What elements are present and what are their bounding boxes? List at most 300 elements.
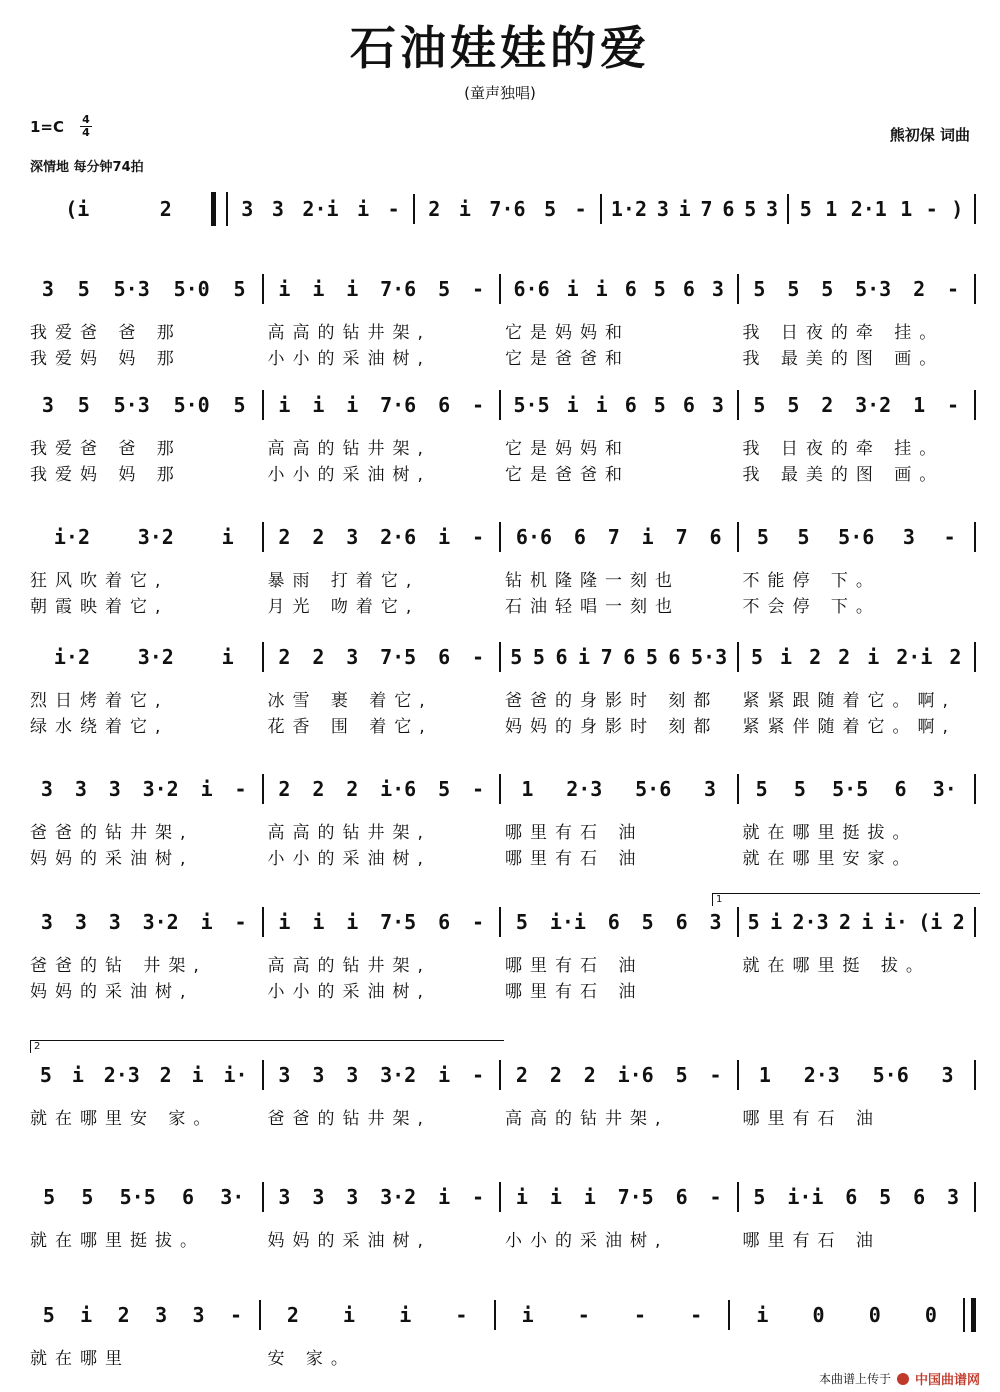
measure bbox=[26, 1298, 259, 1332]
note: 2·3 bbox=[566, 777, 603, 801]
notes-row bbox=[26, 192, 976, 226]
note: - bbox=[471, 910, 484, 934]
note: 5·3 bbox=[691, 645, 728, 669]
barline bbox=[974, 274, 976, 304]
note: 5 bbox=[756, 525, 769, 549]
note: 1 bbox=[521, 777, 534, 801]
note: 2 bbox=[583, 1063, 596, 1087]
note: i bbox=[678, 197, 691, 221]
note: i bbox=[191, 1063, 204, 1087]
note: 2·3 bbox=[103, 1063, 140, 1087]
site-logo-icon bbox=[897, 1373, 909, 1385]
lyric-segment: 安 家。 bbox=[267, 1349, 356, 1369]
lyric-segment: 我 日夜的牵 挂。 bbox=[742, 439, 945, 459]
lyric-line bbox=[26, 434, 976, 459]
note: 7·5 bbox=[380, 645, 417, 669]
lyric-segment: 紧紧伴随着它。啊, bbox=[742, 717, 956, 737]
note: 6 bbox=[624, 277, 637, 301]
note: i· bbox=[223, 1063, 248, 1087]
author-credit: 熊初保 词曲 bbox=[889, 126, 970, 144]
note: 7·6 bbox=[380, 277, 417, 301]
notes-row bbox=[26, 520, 976, 554]
note: 3·2 bbox=[380, 1185, 417, 1209]
footer-text: 本曲谱上传于 bbox=[818, 1372, 891, 1386]
lyric-segment: 它是爸爸和 bbox=[505, 349, 630, 369]
measure bbox=[26, 272, 262, 306]
note: i bbox=[278, 393, 291, 417]
note: 5 bbox=[753, 1185, 766, 1209]
measure bbox=[264, 772, 500, 806]
note: 3 bbox=[312, 1063, 325, 1087]
note: 6 bbox=[682, 393, 695, 417]
measure bbox=[264, 1058, 500, 1092]
lyric-segment: 绿水绕着它, bbox=[30, 717, 169, 737]
note: 5·6 bbox=[635, 777, 672, 801]
lyric-segment: 高高的钻井架, bbox=[267, 823, 431, 843]
lyric-segment: 不会停 下。 bbox=[742, 597, 881, 617]
note: 1 bbox=[900, 197, 913, 221]
note: 5 bbox=[645, 645, 658, 669]
note: 5 bbox=[42, 1303, 55, 1327]
note: 2 bbox=[428, 197, 441, 221]
lyric-line bbox=[26, 318, 976, 343]
notes-row bbox=[26, 272, 976, 306]
note: i bbox=[578, 645, 591, 669]
measure bbox=[228, 192, 413, 226]
note: i·6 bbox=[617, 1063, 654, 1087]
note: 6 bbox=[894, 777, 907, 801]
notes-row bbox=[26, 640, 976, 674]
lyric-segment: 小小的采油树, bbox=[267, 849, 431, 869]
barline bbox=[974, 1060, 976, 1090]
note: i bbox=[595, 277, 608, 301]
note: 3·2 bbox=[855, 393, 892, 417]
note: 3·2 bbox=[137, 645, 174, 669]
note: 2 bbox=[312, 525, 325, 549]
note: 5 bbox=[753, 393, 766, 417]
measure bbox=[739, 772, 975, 806]
lyric-segment: 钻机隆隆一刻也 bbox=[505, 571, 680, 591]
note: 3 bbox=[278, 1185, 291, 1209]
note: 7 bbox=[600, 645, 613, 669]
note: 6 bbox=[607, 910, 620, 934]
lyric-line bbox=[26, 592, 976, 617]
note: 2 bbox=[809, 645, 822, 669]
measure bbox=[496, 1298, 729, 1332]
measure bbox=[501, 905, 737, 939]
note: 3 bbox=[40, 910, 53, 934]
lyric-segment: 石油轻唱一刻也 bbox=[505, 597, 680, 617]
lyric-segment: 爸爸的身影时 刻都 bbox=[505, 691, 719, 711]
note: 7 bbox=[700, 197, 713, 221]
lyric-line bbox=[26, 344, 976, 369]
time-bottom: 4 bbox=[80, 126, 92, 139]
note: 2 bbox=[913, 277, 926, 301]
measure bbox=[739, 1058, 975, 1092]
note: i bbox=[278, 277, 291, 301]
volta-bracket: 1 bbox=[712, 893, 980, 906]
note: 3 bbox=[346, 1063, 359, 1087]
lyric-segment: 它是妈妈和 bbox=[505, 439, 630, 459]
note: 6 bbox=[438, 393, 451, 417]
note: 6 bbox=[682, 277, 695, 301]
note: - bbox=[925, 197, 938, 221]
lyric-segment: 冰雪 裹 着它, bbox=[267, 691, 433, 711]
measure bbox=[739, 1180, 975, 1214]
note: 3 bbox=[312, 1185, 325, 1209]
note: 7·6 bbox=[489, 197, 526, 221]
song-title: 石油娃娃的爱 bbox=[350, 21, 650, 75]
note: 2 bbox=[159, 1063, 172, 1087]
note: 6 bbox=[624, 393, 637, 417]
note: i bbox=[200, 777, 213, 801]
note: - bbox=[709, 1063, 722, 1087]
note: i bbox=[595, 393, 608, 417]
note: 3 bbox=[656, 197, 669, 221]
note: 5 bbox=[510, 645, 523, 669]
lyric-segment: 我爱妈 妈 那 bbox=[30, 349, 182, 369]
lyric-segment: 妈妈的身影时 刻都 bbox=[505, 717, 719, 737]
note: 5 bbox=[641, 910, 654, 934]
note: 5 bbox=[653, 277, 666, 301]
lyric-line bbox=[26, 818, 976, 843]
note: 3 bbox=[155, 1303, 168, 1327]
measure bbox=[26, 1180, 262, 1214]
lyric-segment: 就在哪里安 家。 bbox=[30, 1109, 219, 1129]
note: i·2 bbox=[53, 645, 90, 669]
lyric-segment: 小小的采油树, bbox=[267, 349, 431, 369]
note: 2·3 bbox=[803, 1063, 840, 1087]
note: - bbox=[471, 1063, 484, 1087]
lyric-segment: 哪里有石 油 bbox=[505, 982, 644, 1002]
note: 6 bbox=[668, 645, 681, 669]
lyric-segment: 哪里有石 油 bbox=[505, 956, 644, 976]
note: 5 bbox=[753, 277, 766, 301]
note: - bbox=[387, 197, 400, 221]
note: 5 bbox=[751, 645, 764, 669]
lyric-segment: 爸爸的钻 井架, bbox=[30, 956, 207, 976]
note: 3 bbox=[711, 277, 724, 301]
measure bbox=[739, 905, 975, 939]
lyric-segment: 哪里有石 油 bbox=[505, 849, 644, 869]
note: 2 bbox=[821, 393, 834, 417]
note: 3 bbox=[704, 777, 717, 801]
song-subtitle: (童声独唱) bbox=[464, 84, 536, 102]
note: 2 bbox=[312, 645, 325, 669]
lyric-segment: 小小的采油树, bbox=[267, 982, 431, 1002]
measure bbox=[26, 1058, 262, 1092]
lyric-line bbox=[26, 566, 976, 591]
lyric-line bbox=[26, 1344, 976, 1369]
note: 3· bbox=[220, 1185, 245, 1209]
note: 1·2 bbox=[610, 197, 648, 221]
note: 5 bbox=[653, 393, 666, 417]
note: 6 bbox=[709, 525, 722, 549]
note: 3·2 bbox=[142, 777, 179, 801]
note: 2 bbox=[346, 777, 359, 801]
measure bbox=[264, 1180, 500, 1214]
note: 6 bbox=[845, 1185, 858, 1209]
note: 5·3 bbox=[113, 277, 150, 301]
note: 1 bbox=[758, 1063, 771, 1087]
note: i bbox=[780, 645, 793, 669]
note: i bbox=[521, 1303, 534, 1327]
note: i bbox=[346, 393, 359, 417]
lyric-segment bbox=[739, 977, 977, 1002]
note: 2·i bbox=[896, 645, 933, 669]
note: 2 bbox=[159, 197, 172, 221]
measure bbox=[26, 192, 211, 226]
note: i bbox=[438, 1063, 451, 1087]
note: 5 bbox=[532, 645, 545, 669]
note: 3 bbox=[946, 1185, 959, 1209]
barline bbox=[963, 1298, 976, 1332]
lyric-line bbox=[26, 1226, 976, 1251]
lyric-segment: 哪里有石 油 bbox=[742, 1231, 881, 1251]
note: i bbox=[346, 910, 359, 934]
note: i·i bbox=[787, 1185, 824, 1209]
note: 5 bbox=[438, 277, 451, 301]
note: 6 bbox=[722, 197, 735, 221]
note: 2 bbox=[838, 645, 851, 669]
note: 5 bbox=[799, 197, 812, 221]
note: - bbox=[690, 1303, 703, 1327]
note: 7 bbox=[675, 525, 688, 549]
notes-row bbox=[26, 905, 976, 939]
lyric-line bbox=[26, 460, 976, 485]
barline bbox=[974, 522, 976, 552]
note: i bbox=[515, 1185, 528, 1209]
note: 2·3 bbox=[792, 910, 829, 934]
note: 7·5 bbox=[617, 1185, 654, 1209]
lyric-line bbox=[26, 844, 976, 869]
note: 3 bbox=[346, 645, 359, 669]
measure bbox=[501, 640, 737, 674]
tempo-marking: 深情地 每分钟74拍 bbox=[30, 160, 144, 175]
note: i·i bbox=[549, 910, 586, 934]
lyric-line bbox=[26, 686, 976, 711]
note: ) bbox=[951, 197, 964, 221]
lyric-segment: 花香 围 着它, bbox=[267, 717, 433, 737]
note: - bbox=[471, 777, 484, 801]
lyric-segment: 就在哪里挺拔。 bbox=[30, 1231, 205, 1251]
note: 0 bbox=[812, 1303, 825, 1327]
footer bbox=[819, 1369, 980, 1388]
lyric-segment: 就在哪里安家。 bbox=[742, 849, 918, 869]
measure bbox=[501, 520, 737, 554]
note: i bbox=[343, 1303, 356, 1327]
notes-row bbox=[26, 1180, 976, 1214]
note: 5 bbox=[787, 393, 800, 417]
note: 5·6 bbox=[872, 1063, 909, 1087]
note: 2·6 bbox=[380, 525, 417, 549]
measure bbox=[602, 192, 787, 226]
note: 3 bbox=[941, 1063, 954, 1087]
note: 6 bbox=[438, 645, 451, 669]
lyric-segment: 哪里有石 油 bbox=[505, 823, 644, 843]
note: 5·3 bbox=[113, 393, 150, 417]
lyric-segment bbox=[501, 1344, 739, 1369]
note: 3· bbox=[932, 777, 957, 801]
note: 3 bbox=[711, 393, 724, 417]
note: 5·5 bbox=[119, 1185, 156, 1209]
measure bbox=[739, 272, 975, 306]
note: 3 bbox=[74, 910, 87, 934]
note: 5 bbox=[787, 277, 800, 301]
note: 5 bbox=[233, 393, 246, 417]
note: i·6 bbox=[380, 777, 417, 801]
note: 3 bbox=[108, 910, 121, 934]
note: 2 bbox=[117, 1303, 130, 1327]
measure bbox=[261, 1298, 494, 1332]
measure bbox=[501, 1180, 737, 1214]
lyric-segment: 妈妈的采油树, bbox=[267, 1231, 431, 1251]
lyric-segment: 朝霞映着它, bbox=[30, 597, 169, 617]
lyric-segment: 我 最美的图 画。 bbox=[742, 465, 945, 485]
lyric-line bbox=[26, 977, 976, 1002]
note: 6 bbox=[623, 645, 636, 669]
note: i bbox=[756, 1303, 769, 1327]
note: 5 bbox=[793, 777, 806, 801]
barline bbox=[974, 194, 976, 224]
note: 3·2 bbox=[142, 910, 179, 934]
note: 5·5 bbox=[832, 777, 869, 801]
note: i bbox=[867, 645, 880, 669]
note: 5 bbox=[233, 277, 246, 301]
note: 1 bbox=[913, 393, 926, 417]
note: i bbox=[71, 1063, 84, 1087]
note: 6 bbox=[181, 1185, 195, 1209]
lyric-segment: 它是妈妈和 bbox=[505, 323, 630, 343]
lyric-segment: 小小的采油树, bbox=[267, 465, 431, 485]
note: 2 bbox=[838, 910, 852, 934]
note: - bbox=[946, 277, 959, 301]
note: 3 bbox=[74, 777, 87, 801]
note: i bbox=[221, 525, 234, 549]
lyric-segment: 烈日烤着它, bbox=[30, 691, 169, 711]
lyric-segment: 月光 吻着它, bbox=[267, 597, 420, 617]
note: 5·0 bbox=[173, 393, 210, 417]
note: - bbox=[943, 525, 956, 549]
note: 5 bbox=[675, 1063, 688, 1087]
volta-bracket: 2 bbox=[30, 1040, 504, 1053]
note: i bbox=[861, 910, 874, 934]
lyric-segment: 就在哪里 bbox=[30, 1349, 130, 1369]
barline bbox=[211, 192, 228, 226]
note: i bbox=[346, 277, 359, 301]
note: 5 bbox=[797, 525, 810, 549]
note: 3 bbox=[709, 910, 722, 934]
note: 3·2 bbox=[380, 1063, 417, 1087]
measure bbox=[739, 388, 975, 422]
note: - bbox=[709, 1185, 722, 1209]
measure bbox=[26, 388, 262, 422]
note: 3 bbox=[41, 277, 54, 301]
note: 7·5 bbox=[380, 910, 417, 934]
note: 5 bbox=[747, 910, 760, 934]
note: - bbox=[577, 1303, 590, 1327]
note: 2·i bbox=[302, 197, 339, 221]
note: - bbox=[234, 910, 247, 934]
time-top: 4 bbox=[82, 113, 90, 126]
note: - bbox=[471, 525, 484, 549]
note: 5 bbox=[43, 1185, 56, 1209]
note: i bbox=[200, 910, 213, 934]
note: i bbox=[770, 910, 783, 934]
note: i bbox=[399, 1303, 412, 1327]
lyric-line bbox=[26, 712, 976, 737]
note: - bbox=[229, 1303, 243, 1327]
time-signature bbox=[80, 114, 92, 139]
measure bbox=[501, 272, 737, 306]
note: i bbox=[641, 525, 654, 549]
lyric-segment: 哪里有石 油 bbox=[742, 1109, 881, 1129]
note: i bbox=[312, 393, 325, 417]
note: 5·5 bbox=[513, 393, 550, 417]
note: 3 bbox=[278, 1063, 291, 1087]
measure bbox=[739, 520, 975, 554]
note: 2 bbox=[515, 1063, 528, 1087]
note: 7·6 bbox=[380, 393, 417, 417]
note: 3 bbox=[766, 197, 779, 221]
note: 5 bbox=[821, 277, 834, 301]
lyric-segment: 就在哪里挺 拔。 bbox=[742, 956, 931, 976]
note: (i bbox=[65, 197, 90, 221]
notes-row bbox=[26, 388, 976, 422]
note: 6 bbox=[438, 910, 451, 934]
notes-row bbox=[26, 1058, 976, 1092]
measure bbox=[26, 520, 262, 554]
note: - bbox=[471, 393, 484, 417]
note: i bbox=[80, 1303, 93, 1327]
note: - bbox=[471, 277, 484, 301]
lyric-line bbox=[26, 951, 976, 976]
note: i bbox=[312, 277, 325, 301]
note: 6 bbox=[913, 1185, 926, 1209]
note: 3 bbox=[902, 525, 915, 549]
lyric-segment: 爸爸的钻井架, bbox=[30, 823, 194, 843]
measure bbox=[264, 520, 500, 554]
note: i bbox=[583, 1185, 596, 1209]
note: 5 bbox=[77, 393, 90, 417]
lyric-segment: 高高的钻井架, bbox=[267, 956, 431, 976]
note: 6 bbox=[555, 645, 568, 669]
note: 2 bbox=[286, 1303, 299, 1327]
note: 5 bbox=[438, 777, 451, 801]
note: 3 bbox=[40, 777, 53, 801]
note: - bbox=[574, 197, 587, 221]
note: 6·6 bbox=[515, 525, 553, 549]
note: 5·3 bbox=[855, 277, 892, 301]
note: 5·6 bbox=[838, 525, 875, 549]
lyric-segment: 我爱妈 妈 那 bbox=[30, 465, 182, 485]
lyric-segment: 爸爸的钻井架, bbox=[267, 1109, 431, 1129]
note: 3 bbox=[346, 1185, 359, 1209]
notes-row bbox=[26, 772, 976, 806]
note: - bbox=[234, 777, 247, 801]
note: 3·2 bbox=[137, 525, 174, 549]
note: i bbox=[458, 197, 471, 221]
key-signature: 1=C bbox=[30, 118, 65, 136]
note: 3 bbox=[108, 777, 121, 801]
lyric-segment: 我 日夜的牵 挂。 bbox=[742, 323, 945, 343]
measure bbox=[264, 388, 500, 422]
lyric-segment: 高高的钻井架, bbox=[267, 323, 431, 343]
note: 6·6 bbox=[513, 277, 550, 301]
note: 3 bbox=[41, 393, 54, 417]
barline bbox=[974, 907, 976, 937]
note: 5 bbox=[744, 197, 757, 221]
